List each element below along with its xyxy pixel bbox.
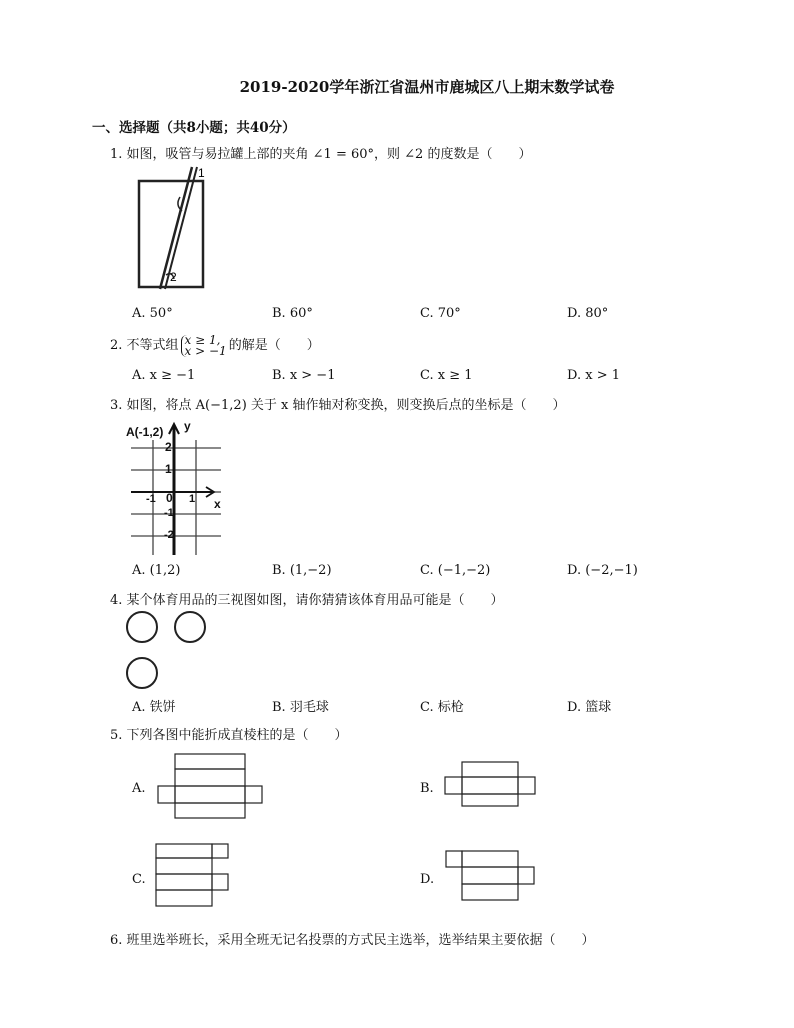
point-a-label: A(-1,2) <box>126 425 164 439</box>
side-view-circle <box>175 612 205 642</box>
sys-line-1: x ≥ 1, <box>184 332 221 347</box>
q4-option-d[interactable]: D. 篮球 <box>567 700 612 715</box>
paper-title: 2019-2020学年浙江省温州市鹿城区八上期末数学试卷 <box>239 78 615 96</box>
q5-label-b[interactable]: B. <box>420 781 434 796</box>
sys-line-2: x > −1 <box>184 343 227 358</box>
q2-option-c[interactable]: C. x ≥ 1 <box>420 368 473 383</box>
tick-x1: 1 <box>189 493 196 505</box>
can-straw-figure <box>130 165 220 295</box>
tick-y2: 2 <box>165 440 172 454</box>
q3-option-a[interactable]: A. (1,2) <box>132 563 181 578</box>
q4-option-c[interactable]: C. 标枪 <box>420 700 464 715</box>
q5-label-d[interactable]: D. <box>420 872 435 887</box>
q1-option-d[interactable]: D. 80° <box>567 306 609 321</box>
q3-option-b[interactable]: B. (1,−2) <box>272 563 332 578</box>
q3-option-c[interactable]: C. (−1,−2) <box>420 563 491 578</box>
q5-label-a[interactable]: A. <box>132 781 146 796</box>
q2-stem-post: 的解是（ ） <box>228 338 320 353</box>
three-views-figure <box>124 608 224 692</box>
q1-option-a[interactable]: A. 50° <box>132 306 173 321</box>
net-figure-a <box>140 752 260 822</box>
angle-2-label: 2 <box>170 270 177 284</box>
coordinate-grid-figure <box>126 420 236 560</box>
question-3-stem: 3. 如图，将点 A(−1,2) 关于 x 轴作轴对称变换，则变换后点的坐标是（ ） <box>110 398 566 413</box>
net-figure-c <box>150 842 240 912</box>
question-6-stem: 6. 班里选举班长，采用全班无记名投票的方式民主选举，选举结果主要依据（ ） <box>110 933 595 948</box>
q1-option-b[interactable]: B. 60° <box>272 306 313 321</box>
q4-option-b[interactable]: B. 羽毛球 <box>272 700 329 715</box>
question-4-stem: 4. 某个体育用品的三视图如图，请你猜猜该体育用品可能是（ ） <box>110 593 504 608</box>
top-view-circle <box>127 658 157 688</box>
q2-stem-pre: 2. 不等式组 <box>110 338 179 353</box>
y-axis-label: y <box>184 419 191 433</box>
question-1-stem: 1. 如图，吸管与易拉罐上部的夹角 ∠1 = 60°，则 ∠2 的度数是（ ） <box>110 147 532 162</box>
q2-option-d[interactable]: D. x > 1 <box>567 368 620 383</box>
tick-y-neg1: -1 <box>164 507 174 519</box>
net-figure-b <box>440 760 560 810</box>
question-2-stem <box>110 334 320 357</box>
q3-option-d[interactable]: D. (−2,−1) <box>567 563 638 578</box>
q2-option-a[interactable]: A. x ≥ −1 <box>132 368 196 383</box>
q4-option-a[interactable]: A. 铁饼 <box>132 700 176 715</box>
q2-option-b[interactable]: B. x > −1 <box>272 368 336 383</box>
question-5-stem: 5. 下列各图中能折成直棱柱的是（ ） <box>110 728 348 743</box>
section-heading: 一、选择题（共8小题；共40分） <box>92 120 296 136</box>
origin-label: 0 <box>166 491 173 505</box>
tick-y1: 1 <box>165 462 172 476</box>
q1-option-c[interactable]: C. 70° <box>420 306 461 321</box>
angle-1-label: 1 <box>198 166 205 180</box>
tick-x-neg1: -1 <box>146 493 156 505</box>
x-axis-label: x <box>214 497 221 511</box>
q5-label-c[interactable]: C. <box>132 872 146 887</box>
tick-y-neg2: -2 <box>164 529 174 541</box>
front-view-circle <box>127 612 157 642</box>
inequality-system <box>181 332 227 358</box>
net-figure-d <box>440 846 560 906</box>
